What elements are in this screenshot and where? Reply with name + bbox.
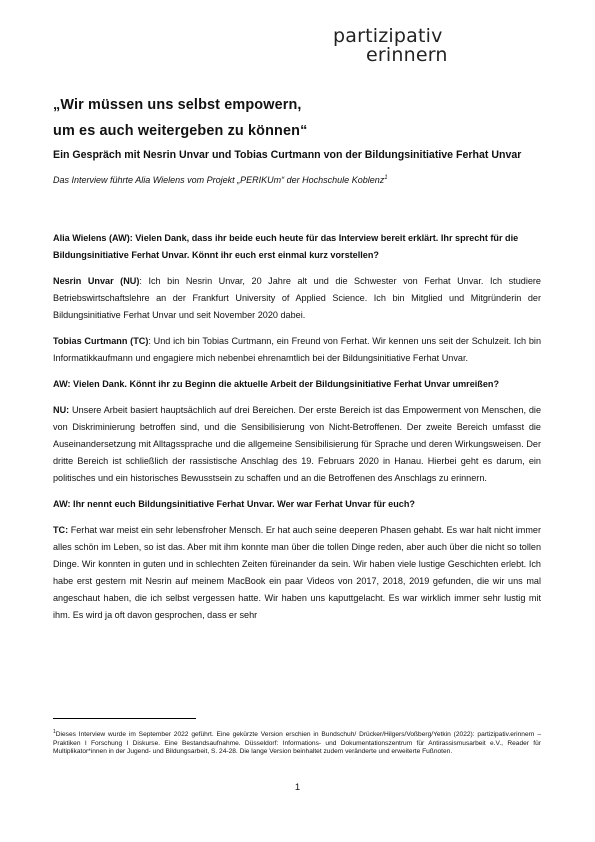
answer-paragraph xyxy=(53,402,541,487)
page-number: 1 xyxy=(294,782,301,793)
speaker-label: TC: xyxy=(53,525,69,535)
interview-body xyxy=(53,230,541,633)
speaker-label: Tobias Curtmann (TC) xyxy=(53,336,149,346)
footnote-ref: 1 xyxy=(384,175,388,181)
interview-credit xyxy=(53,175,388,185)
answer-paragraph xyxy=(53,333,541,367)
subtitle: Ein Gespräch mit Nesrin Unvar und Tobias Curtmann von der Bildungsinitiative Ferhat Unvar xyxy=(53,149,522,161)
speaker-label: NU: xyxy=(53,405,70,415)
footnote-text: Dieses Interview wurde im September 2022 geführt. Eine gekürzte Version erschien in Bundschuh/ Drücker/Hilgers/Voßberg/Yetkin (2022): partizipativ.erinnern – Praktiken I Forschung I Diskurse. Eine Bestandsaufnahme. Düsseldorf: Informations- und Dokumentationszentrum für Antirassismusarbeit e.V., Reader für Multiplikator*innen in der Jugend- und Bildungsarbeit, S. 24-28. Die lange Version beinhaltet zudem veränderte und erweiterte Fußnoten. xyxy=(53,731,541,756)
footnote-marker: 1 xyxy=(53,729,56,735)
footnote xyxy=(53,728,541,757)
answer-text: Ferhat war meist ein sehr lebensfroher Mensch. Er hat auch seine deeperen Phasen gehabt. Es war halt nicht immer alles schön im Leben, so ist das. Aber mit ihm konnte man über die tollen Dinge reden, aber auch über die nicht so tollen Dinge. Wir konnten in guten und in schlechten Zeiten füreinander da sein. Wir haben viele lustige Geschichten erlebt. Ich habe erst gestern mit Nesrin auf meinem MacBook ein paar Videos von 2017, 2018, 2019 gefunden, die wir uns mal angeschaut haben, die ich selbst vergessen hatte. Wir haben uns kaputtgelacht. Es war wirklich immer sehr lustig mit ihm. Es wird ja oft davon gesprochen, dass er sehr xyxy=(53,525,541,620)
answer-paragraph xyxy=(53,522,541,624)
answer-text: Unsere Arbeit basiert hauptsächlich auf drei Bereichen. Der erste Bereich ist das Empowerment von Menschen, die von Diskriminierung betroffen sind, und die Sensibilisierung von Nicht-Betroffenen. Der zweite Bereich umfasst die Auseinandersetzung mit Alltagssprache und die allgemeine Sensibilisierung für Sprache und deren Wirkungsweisen. Der dritte Bereich ist schließlich der rassistische Anschlag des 19. Februars 2020 in Hanau. Hierbei geht es darum, ein politisches und ein historisches Bewusstsein zu schaffen und an die Betroffenen des Anschlags zu erinnern. xyxy=(53,405,541,483)
title-line-2: um es auch weitergeben zu können“ xyxy=(53,123,308,139)
question-paragraph: Alia Wielens (AW): Vielen Dank, dass ihr beide euch heute für das Interview bereit erklärt. Ihr sprecht für die Bildungsinitiative Ferhat Unvar. Könnt ihr euch erst einmal kurz vorstellen? xyxy=(53,233,519,260)
question-paragraph: AW: Vielen Dank. Könnt ihr zu Beginn die aktuelle Arbeit der Bildungsinitiative Ferhat Unvar umreißen? xyxy=(53,379,500,389)
question-paragraph: AW: Ihr nennt euch Bildungsinitiative Ferhat Unvar. Wer war Ferhat Unvar für euch? xyxy=(53,499,415,509)
title-line-1: „Wir müssen uns selbst empowern, xyxy=(53,97,302,113)
logo-line-1: partizipativ xyxy=(333,25,443,47)
answer-text: : Und ich bin Tobias Curtmann, ein Freund von Ferhat. Wir kennen uns seit der Schulzeit. Ich bin Informatikkaufmann und engagiere mich nebenbei ehrenamtlich bei der Bildungsinitiative Ferhat Unvar. xyxy=(53,336,542,363)
credit-text: Das Interview führte Alia Wielens vom Projekt „PERIKUm“ der Hochschule Koblenz xyxy=(53,175,385,185)
footnote-divider xyxy=(53,718,196,719)
logo-partizipativ-erinnern xyxy=(333,27,513,65)
answer-text: : Ich bin Nesrin Unvar, 20 Jahre alt und die Schwester von Ferhat Unvar. Ich studiere Betriebswirtschaftslehre an der Frankfurt University of Applied Science. Ich bin Mitglied und Mitgründerin der Bildungsinitiative Ferhat Unvar und seit November 2020 dabei. xyxy=(53,276,541,320)
answer-paragraph xyxy=(53,273,541,324)
speaker-label: Nesrin Unvar (NU) xyxy=(53,276,140,286)
logo-line-2: erinnern xyxy=(366,44,448,66)
